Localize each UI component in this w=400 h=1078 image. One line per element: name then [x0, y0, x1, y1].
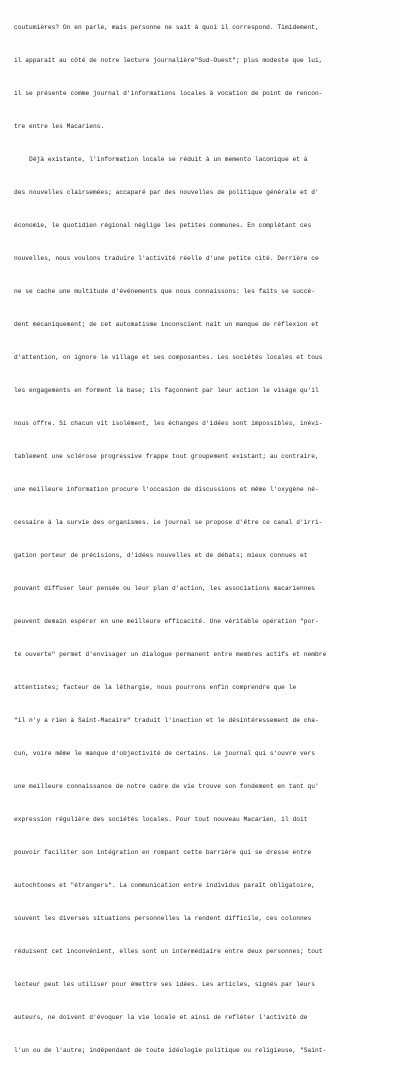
- text-line: nous offre. Si chacun vit isolément, les échanges d'idées sont impossibles, inévi-: [14, 420, 323, 427]
- text-line: gation porteur de précisions, d'idées nouvelles et de débats; mieux connues et: [14, 552, 308, 559]
- text-line: Déjà existante, l'information locale se réduit à un memento laconique et à: [14, 156, 308, 163]
- text-line: peuvent demain espérer en une meilleure efficacité. Une véritable opération "por-: [14, 618, 319, 625]
- text-line: des nouvelles clairsemées; accaparé par des nouvelles de politique générale et d': [14, 189, 319, 196]
- text-line: auteurs, ne doivent d'évoquer la vie locale et ainsi de refléter l'activité de: [14, 1014, 308, 1021]
- text-line: te ouverte" permet d'envisager un dialogue permanent entre membres actifs et nembre: [14, 651, 327, 658]
- text-line: il se présente comme journal d'informations locales à vocation de point de rencon-: [14, 90, 323, 97]
- text-line: d'attention, on ignore le village et ses composantes. Les sociétés locales et tous: [14, 354, 323, 361]
- text-line: économie, le quotidien régional néglige les petites communes. En complétant ces: [14, 222, 312, 229]
- text-line: une meilleure information procure l'occasion de discussions et même l'oxygène né-: [14, 486, 319, 493]
- body-text: [14, 0, 394, 1078]
- text-line: tre entre les Macariens.: [14, 123, 105, 130]
- text-line: l'un ou de l'autre; indépendant de toute idéologie politique ou religieuse, "Saint-: [14, 1047, 327, 1054]
- text-line: dent mécaniquement; de cet automatisme inconscient naît un manque de réflexion et: [14, 321, 319, 328]
- text-line: autochtones et "étrangers". La communication entre individus paraît obligatoire,: [14, 882, 316, 889]
- text-line: nouvelles, nous voulons traduire l'activité réelle d'une petite cité. Derrière ce: [14, 255, 319, 262]
- text-line: il apparaît au côté de notre lecture journalière"Sud-Ouest"; plus modeste que lui,: [14, 57, 323, 64]
- text-line: tablement une sclérose progressive frappe tout groupement existant; au contraire,: [14, 453, 319, 460]
- text-line: cun, voire même le manque d'objectivité de certains. Le journal qui s'ouvre vers: [14, 750, 316, 757]
- text-line: réduisent cet inconvénient, elles sont un intermédiaire entre deux personnes; tout: [14, 948, 323, 955]
- text-line: cessaire à la survie des organismes. Le journal se propose d'être ce canal d'irri-: [14, 519, 323, 526]
- text-line: lecteur peut les utiliser pour émettre ses idées. Les articles, signés par leurs: [14, 981, 316, 988]
- text-line: pouvant diffuser leur pensée ou leur plan d'action, les associations macariennes: [14, 585, 316, 592]
- text-line: attentistes; facteur de la léthargie, nous pourrons enfin comprendre que le: [14, 684, 297, 691]
- text-line: pouvoir faciliter son intégration en rompant cette barrière qui se dresse entre: [14, 849, 312, 856]
- text-line: ne se cache une multitude d'événements que nous connaissons: les faits se succè-: [14, 288, 316, 295]
- text-line: expression régulière des sociétés locales. Pour tout nouveau Macarien, il doit: [14, 816, 308, 823]
- text-line: les engagements en forment la base; ils façonnent par leur action le visage qu'il: [14, 387, 319, 394]
- text-line: coutumières? On en parle, mais personne ne sait à quoi il correspond. Timidement,: [14, 24, 319, 31]
- text-line: souvent les diverses situations personnelles la rendent difficile, ces colonnes: [14, 915, 312, 922]
- text-line: une meilleure connaissance de notre cadre de vie trouve son fondement en tant qu': [14, 783, 319, 790]
- text-line: "il n'y a rien à Saint-Macaire" traduit l'inaction et le désintéressement de cha-: [14, 717, 319, 724]
